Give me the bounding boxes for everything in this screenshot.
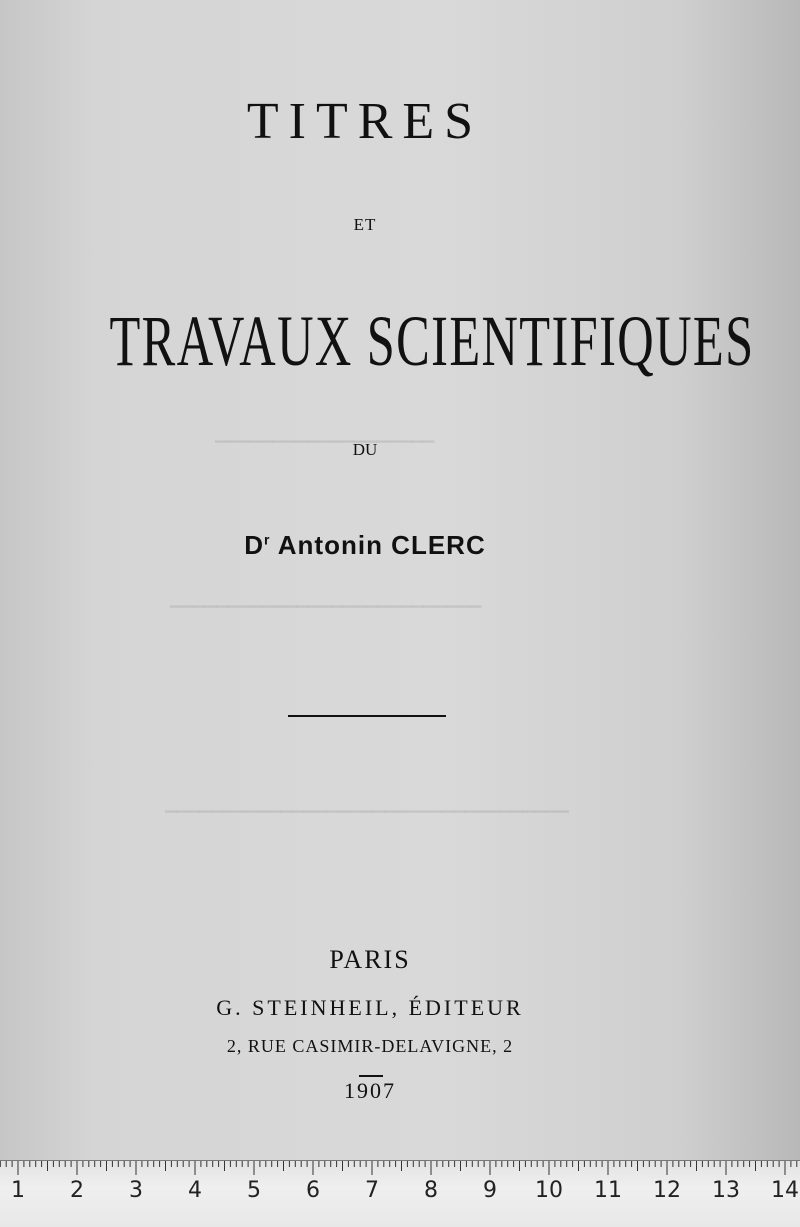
ruler-number: 11 [594, 1178, 622, 1203]
ruler-number: 13 [712, 1178, 740, 1203]
imprint-publisher: G. STEINHEIL, ÉDITEUR [216, 995, 524, 1020]
show-through-text: ▁▁▁▁▁▁▁▁▁▁▁▁▁▁▁▁▁▁▁▁▁▁▁▁▁▁▁ [170, 592, 482, 608]
title-du: DU [352, 440, 378, 459]
ruler-number: 4 [188, 1178, 202, 1203]
ruler-number: 9 [483, 1178, 497, 1203]
imprint-year: 1907 [344, 1078, 396, 1103]
title-et: ET [353, 215, 377, 234]
ruler-number: 1 [11, 1178, 25, 1203]
show-through-text: ▁▁▁▁▁▁▁▁▁▁▁▁▁▁▁▁▁▁▁▁▁▁▁▁▁▁▁▁▁▁▁▁▁▁▁ [165, 797, 569, 813]
ruler-number: 14 [771, 1178, 799, 1203]
author-prefix-sup: r [264, 531, 271, 548]
ruler-number: 10 [535, 1178, 563, 1203]
separator-rule [288, 715, 446, 717]
show-through-text: ▁▁▁▁▁▁▁▁▁▁▁▁▁▁▁▁▁▁▁ [215, 427, 435, 443]
title-titres: TITRES [246, 93, 484, 150]
imprint-address: 2, RUE CASIMIR-DELAVIGNE, 2 [226, 1036, 514, 1056]
year-dash [359, 1075, 383, 1077]
imprint-city: PARIS [329, 945, 411, 974]
author-prefix: D [244, 530, 265, 560]
ruler-number: 8 [424, 1178, 438, 1203]
title-travaux-scientifiques: TRAVAUX SCIENTIFIQUES [109, 301, 755, 381]
author-full-name: Antonin CLERC [270, 530, 486, 560]
ruler-number: 5 [247, 1178, 261, 1203]
ruler-number: 6 [306, 1178, 320, 1203]
ruler-number: 3 [129, 1178, 143, 1203]
ruler-number: 2 [70, 1178, 84, 1203]
ruler-number: 7 [365, 1178, 379, 1203]
ruler-number: 12 [653, 1178, 681, 1203]
author-name [0, 530, 730, 561]
